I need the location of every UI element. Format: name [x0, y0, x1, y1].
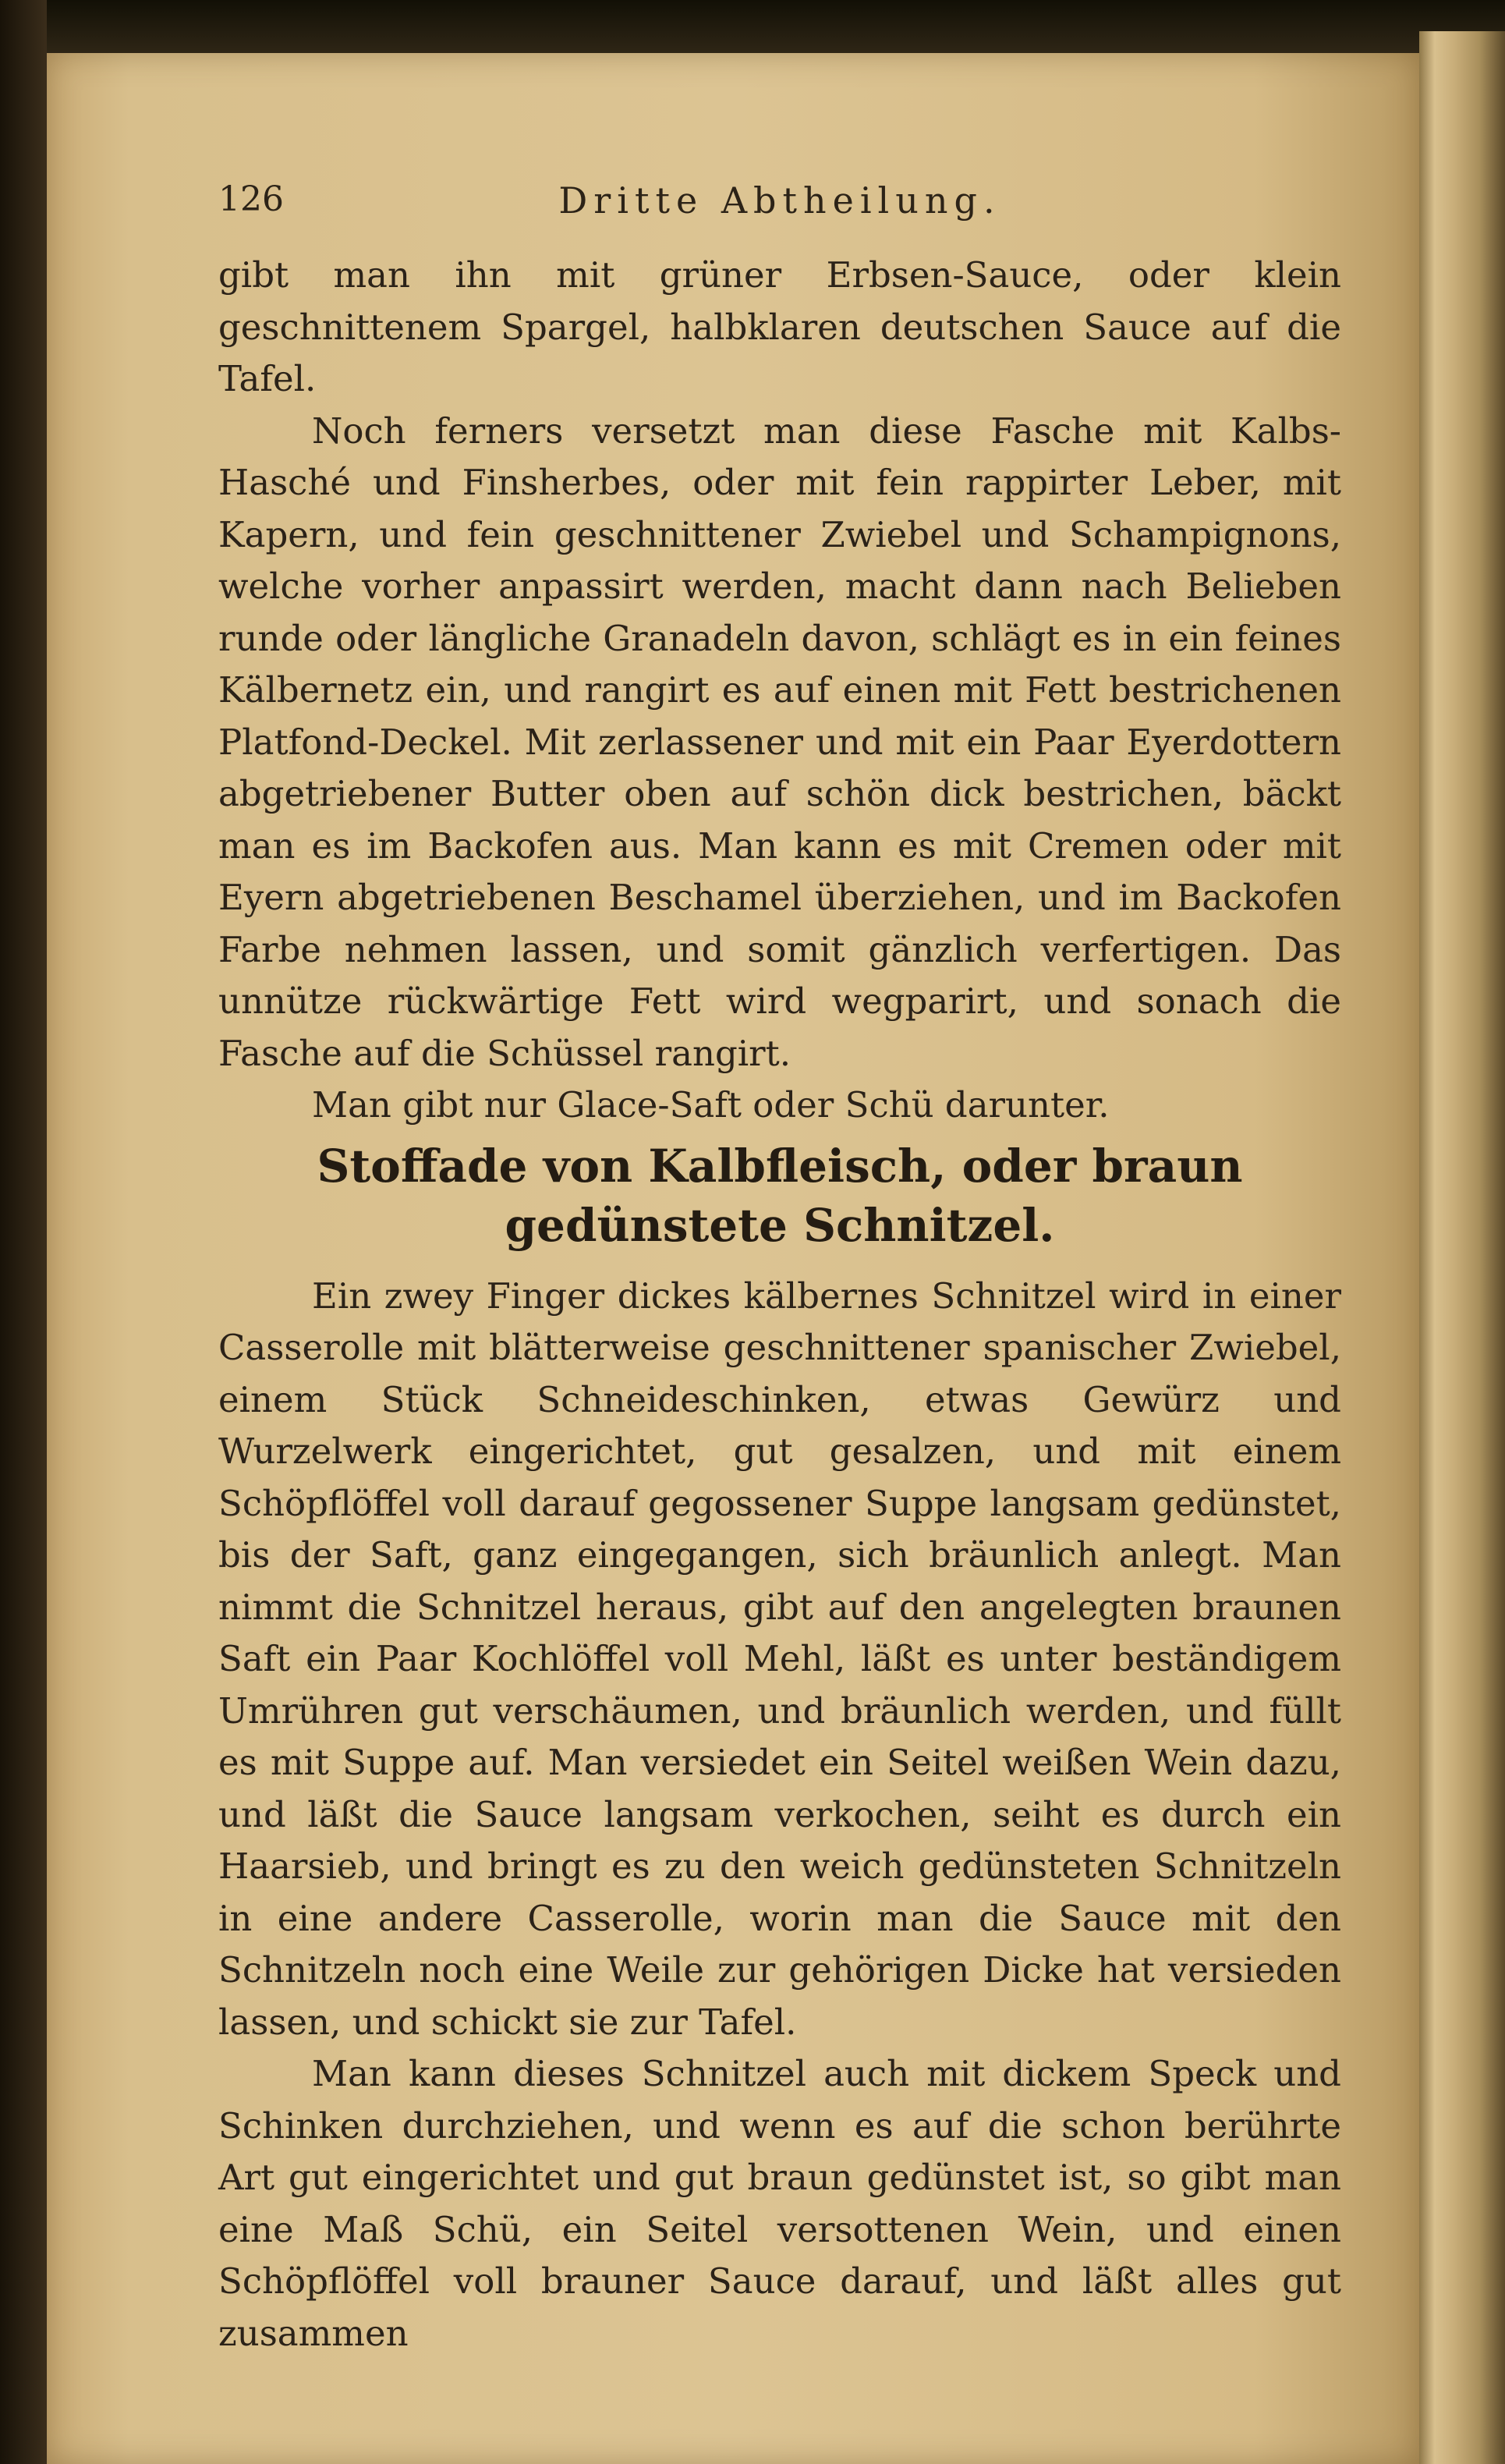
paragraph-2: Noch ferners versetzt man diese Fasche mit Kalbs-Hasché und Finsherbes, oder mit fein rappirter Leber, mit Kapern, und fein geschnittener Zwiebel und Schampignons, welche vorher anpassirt werden, macht dann nach Belieben runde oder längliche Granadeln davon, schlägt es in ein feines Kälbernetz ein, und rangirt es auf einen mit Fett bestrichenen Platfond-Deckel. Mit zerlassener und mit ein Paar Eyerdottern abgetriebener Butter oben auf schön dick bestrichen, bäckt man es im Backofen aus. Man kann es mit Cremen oder mit Eyern abgetriebenen Beschamel überziehen, und im Backofen Farbe nehmen lassen, und somit gänzlich verfertigen. Das unnütze rückwärtige Fett wird wegparirt, und sonach die Fasche auf die Schüssel rangirt. — [218, 409, 1341, 1074]
page-header — [218, 172, 1341, 234]
running-head: Dritte Abtheilung. — [558, 179, 1001, 222]
paragraph-1: gibt man ihn mit grüner Erbsen-Sauce, oder klein geschnittenem Spargel, halbklaren deutschen Sauce auf die Tafel. — [218, 254, 1341, 399]
page-body — [218, 250, 1341, 2359]
paragraph-5: Man kann dieses Schnitzel auch mit dickem Speck und Schinken durchziehen, und wenn es auf die schon berührte Art gut eingerichtet und gut braun gedünstet ist, so gibt man eine Maß Schü, ein Seitel versottenen Wein, und einen Schöpflöffel voll brauner Sauce darauf, und läßt alles gut zusammen — [218, 2053, 1341, 2354]
book-cover-top — [0, 0, 1505, 55]
paragraph-4: Ein zwey Finger dickes kälbernes Schnitzel wird in einer Casserolle mit blätterweise geschnittener spanischer Zwiebel, einem Stück Schneideschinken, etwas Gewürz und Wurzelwerk eingerichtet, gut gesalzen, und mit einem Schöpflöffel voll darauf gegossener Suppe langsam gedünstet, bis der Saft, ganz eingegangen, sich bräunlich anlegt. Man nimmt die Schnitzel heraus, gibt auf den angelegten braunen Saft ein Paar Kochlöffel voll Mehl, läßt es unter beständigem Umrühren gut verschäumen, und bräunlich werden, und füllt es mit Suppe auf. Man versiedet ein Seitel weißen Wein dazu, und läßt die Sauce langsam verkochen, seiht es durch ein Haarsieb, und bringt es zu den weich gedünsteten Schnitzeln in eine andere Casserolle, worin man die Sauce mit den Schnitzeln noch eine Weile zur gehörigen Dicke hat versieden lassen, und schickt sie zur Tafel. — [218, 1275, 1341, 2043]
page-number: 126 — [218, 179, 284, 219]
paragraph-3: Man gibt nur Glace-Saft oder Schü darunter. — [312, 1084, 1110, 1126]
section-heading: Stoffade von Kalbfleisch, oder braun gedünstete Schnitzel. — [317, 1139, 1243, 1252]
book-page-edge — [1419, 31, 1505, 2464]
book-cover-left — [0, 0, 47, 2464]
